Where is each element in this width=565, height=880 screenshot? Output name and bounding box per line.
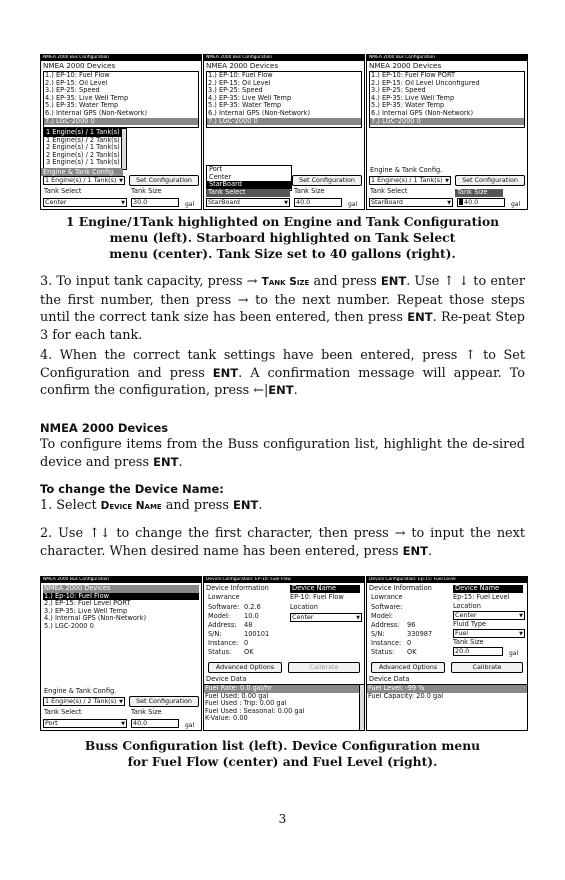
location-label: Location: [453, 602, 481, 610]
screenshot-fuel-level-config: [366, 576, 528, 731]
list-item[interactable]: 4.) EP-35: Live Well Temp: [371, 94, 455, 102]
dropdown-option[interactable]: Port: [209, 165, 223, 173]
tank-size-input[interactable]: [457, 198, 505, 207]
info-value: 330987: [407, 630, 433, 638]
info-key: Model:: [371, 612, 394, 620]
text: . A confirmation message will appear. To confirm the configuration, press: [40, 365, 525, 398]
info-value: OK: [407, 648, 417, 656]
list-item[interactable]: 1.) EP-10: Fuel Flow: [45, 72, 110, 79]
text: to input the next character. When desired name has been entered, press: [40, 526, 525, 559]
set-configuration-button[interactable]: Set Configuration: [129, 175, 199, 186]
calibrate-button[interactable]: Calibrate: [288, 662, 360, 673]
tank-select-value: Port: [45, 719, 58, 727]
arrow-up-down-icon: ↑↓: [88, 526, 111, 541]
devices-header: NMEA 2000 Devices: [43, 61, 116, 70]
arrow-right-icon: →: [246, 274, 258, 289]
tank-select-value: StarBoard: [208, 198, 240, 206]
text: 4. When the correct tank settings have been entered, press: [40, 348, 465, 363]
dropdown-option[interactable]: 2 Engine(s) / 2 Tank(s): [46, 150, 120, 159]
tank-size-input[interactable]: [131, 198, 179, 207]
arrow-right-icon: →: [237, 292, 249, 308]
nmea-paragraph: [40, 436, 525, 471]
window-title: NMEA 2000 Bus Configuration: [41, 55, 201, 61]
list-item[interactable]: 2.) EP-15: Oil Level: [45, 79, 108, 87]
tank-size-unit: gal: [509, 650, 519, 657]
engine-tank-label: Engine & Tank Config.: [370, 166, 443, 174]
tank-size-input[interactable]: [453, 647, 503, 656]
key-ent: ENT: [153, 454, 179, 469]
chevron-down-icon: ▼: [445, 178, 449, 184]
list-item[interactable]: Fuel Level: -99 %: [367, 685, 527, 693]
device-info-label: Device Information: [369, 584, 432, 592]
page-number: 3: [278, 812, 287, 826]
info-key: Instance:: [208, 639, 239, 647]
list-item[interactable]: 3.) EP-25: Speed: [45, 87, 100, 95]
fluid-type-label: Fluid Type: [453, 620, 487, 628]
screenshot-bus-configuration: [40, 576, 202, 731]
list-item[interactable]: 5.) LGC-2000 0: [44, 622, 94, 630]
text-cursor-icon: [459, 199, 463, 205]
chevron-down-icon: ▼: [519, 631, 523, 637]
text: .: [258, 498, 263, 513]
dropdown-scrollbar[interactable]: [121, 129, 126, 169]
tank-size-value: 40.0: [296, 198, 311, 206]
list-item[interactable]: 2.) EP-15: Oil Level Unconfigured: [371, 79, 480, 87]
text: 3. To input tank capacity, press: [40, 274, 247, 289]
window-title: Device Configuration: EP-10: Fuel Flow: [204, 577, 364, 583]
text: To configure items from the Buss configuration list, highlight the de-sired device and press: [40, 437, 525, 470]
info-value: OK: [244, 648, 254, 656]
device-list[interactable]: [369, 71, 525, 128]
list-item[interactable]: 2.) EP-15: Fuel Level PORT: [44, 600, 131, 608]
location-label: Location: [290, 603, 318, 611]
info-key: Address:: [208, 621, 237, 629]
device-data-list[interactable]: [367, 684, 527, 731]
chevron-down-icon: ▼: [447, 200, 451, 206]
text: .: [427, 543, 433, 559]
info-value: 96: [407, 621, 416, 629]
list-item[interactable]: 1.) EP-10: Fuel Flow: [208, 72, 273, 79]
list-item[interactable]: 3.) EP-25: Speed: [208, 87, 263, 95]
engine-tank-label: Engine & Tank Config.: [41, 168, 123, 176]
list-item[interactable]: 4.) Internal GPS (Non-Network): [44, 615, 147, 623]
chevron-down-icon: ▼: [356, 615, 360, 621]
text: and press: [161, 498, 234, 513]
maker-label: Lowrance: [208, 593, 240, 601]
advanced-options-button[interactable]: Advanced Options: [371, 662, 445, 673]
text: to Set Configuration and press: [40, 348, 525, 381]
tank-select-label: Tank Select: [206, 189, 290, 197]
text: .: [178, 454, 183, 470]
chevron-down-icon: ▼: [119, 699, 123, 705]
tank-select-dropdown[interactable]: [43, 719, 127, 728]
device-name-label: Device Name: [290, 585, 360, 593]
tank-select-value: Center: [45, 198, 67, 206]
screenshot-fuel-flow-config: [203, 576, 365, 731]
device-info-label: Device Information: [206, 584, 269, 592]
engine-tank-value: 1 Engine(s) / 2 Tank(s): [45, 697, 117, 705]
location-value: Center: [292, 613, 314, 621]
list-item[interactable]: 3.) EP-35: Live Well Temp: [44, 607, 128, 615]
advanced-options-button[interactable]: Advanced Options: [208, 662, 282, 673]
key-tank-size: Tank Size: [261, 276, 310, 288]
list-item[interactable]: Fuel Capacity: 20.0 gal: [368, 692, 444, 700]
engine-tank-dropdown[interactable]: [43, 128, 127, 170]
list-item[interactable]: Fuel Used: 0.00 gal: [205, 692, 269, 700]
text: . Re-peat Step 3 for each tank.: [40, 310, 525, 343]
maker-label: Lowrance: [371, 593, 403, 601]
list-item[interactable]: K-Value: 0.00: [205, 715, 248, 723]
dropdown-option[interactable]: 1 Engine(s) / 1 Tank(s): [44, 129, 126, 137]
text: 1. Select: [40, 498, 101, 513]
location-select[interactable]: [453, 611, 525, 620]
device-data-label: Device Data: [206, 675, 247, 683]
screenshot-tank-select: [203, 54, 365, 210]
info-key: S/N:: [208, 630, 222, 638]
data-scrollbar[interactable]: [359, 685, 364, 731]
tank-size-unit: gal: [511, 201, 521, 208]
text: .: [293, 383, 298, 398]
arrow-up-icon: ↑: [464, 348, 476, 363]
device-name-step-1: [40, 497, 525, 516]
info-key: Address:: [371, 621, 400, 629]
list-item[interactable]: Fuel Rate: 0.0 gal/hr: [204, 685, 364, 693]
devices-header: NMEA 2000 Devices: [206, 61, 279, 70]
list-item[interactable]: 7.) LGC-2000 0: [207, 118, 361, 126]
info-key: Status:: [208, 648, 232, 656]
engine-tank-select[interactable]: [43, 176, 125, 185]
set-configuration-button[interactable]: Set Configuration: [455, 175, 525, 186]
tank-size-value: 40.0: [464, 198, 479, 206]
info-value: 0: [407, 639, 412, 647]
set-configuration-button[interactable]: Set Configuration: [292, 175, 362, 186]
dropdown-option[interactable]: 2 Engine(s) / 1 Tank(s): [46, 143, 120, 152]
info-key: Software:: [208, 603, 240, 611]
dropdown-option[interactable]: Center: [209, 172, 232, 181]
info-value: 48: [244, 621, 253, 629]
text: to change the first character, then press: [110, 526, 395, 541]
dropdown-option[interactable]: StarBoard: [207, 181, 291, 189]
tank-size-label: Tank Size: [131, 187, 162, 195]
tank-size-label: Tank Size: [455, 189, 503, 197]
devices-header: NMEA 2000 Devices: [369, 61, 442, 70]
step-4-paragraph: [40, 347, 525, 400]
list-item[interactable]: 6.) Internal GPS (Non-Network): [45, 109, 148, 117]
tank-select-dropdown[interactable]: [206, 198, 290, 207]
list-item[interactable]: 7.) LGC-2000 0: [370, 118, 524, 126]
text: to enter the first number, then press: [40, 274, 525, 308]
info-value: 0.2.6: [244, 603, 261, 611]
list-item[interactable]: 5.) EP-35: Water Temp: [371, 102, 445, 110]
device-list[interactable]: [43, 71, 199, 128]
info-key: Model:: [208, 612, 231, 620]
key-ent: ENT: [407, 310, 433, 324]
list-item[interactable]: Fuel Used : Trip: 0.00 gal: [205, 700, 287, 708]
tank-size-label: Tank Size: [131, 708, 162, 716]
caption-line: menu (left). Starboard highlighted on Tank Select: [109, 230, 456, 245]
engine-tank-value: 1 Engine(s) / 1 Tank(s): [45, 176, 117, 184]
tank-size-input[interactable]: [294, 198, 342, 207]
caption-line: menu (center). Tank Size set to 40 gallons (right).: [109, 246, 456, 261]
chevron-down-icon: ▼: [519, 613, 523, 619]
caption-line: 1 Engine/1Tank highlighted on Engine and Tank Configuration: [65, 214, 500, 229]
list-item[interactable]: 6.) Internal GPS (Non-Network): [208, 109, 311, 117]
chevron-down-icon: ▼: [119, 178, 123, 184]
tank-size-label: Tank Size: [453, 638, 484, 646]
chevron-down-icon: ▼: [121, 721, 125, 727]
key-ent: ENT: [233, 498, 259, 512]
key-ent: ENT: [380, 274, 407, 288]
location-value: Center: [455, 611, 477, 619]
info-value: 0: [244, 639, 249, 647]
engine-tank-select[interactable]: [43, 697, 125, 706]
tank-size-value: 30.0: [133, 198, 148, 206]
device-name-label: Device Name: [453, 585, 523, 593]
arrow-up-down-icon: ↑ ↓: [443, 274, 470, 289]
devices-header: NMEA 2000 Devices: [43, 585, 199, 593]
tank-size-unit: gal: [185, 722, 195, 729]
device-name-value[interactable]: Ep-15: Fuel Level: [453, 593, 510, 601]
tank-size-label: Tank Size: [294, 187, 325, 195]
tank-size-unit: gal: [348, 201, 358, 208]
chevron-down-icon: ▼: [121, 200, 125, 206]
text: and press: [309, 274, 381, 289]
back-arrow-icon: ←|: [253, 383, 269, 398]
list-item[interactable]: 4.) EP-35: Live Well Temp: [208, 94, 292, 102]
tank-size-value: 40.0: [133, 719, 148, 727]
list-item[interactable]: Fuel Used : Seasonal: 0.00 gal: [205, 707, 305, 715]
info-value: 100101: [244, 630, 270, 638]
window-title: NMEA 2000 Bus Configuration: [41, 577, 201, 583]
chevron-down-icon: ▼: [284, 200, 288, 206]
location-select[interactable]: [290, 613, 362, 622]
engine-tank-label: Engine & Tank Config.: [44, 687, 117, 695]
caption-line: Buss Configuration list (left). Device Configuration menu: [84, 738, 481, 753]
device-list[interactable]: [43, 585, 199, 685]
text: to the next number. Repeat those steps until the correct tank size has been entered, then press: [40, 292, 525, 325]
text: . Use: [406, 274, 444, 289]
tank-select-dropdown[interactable]: [43, 198, 127, 207]
window-title: NMEA 2000 Bus Configuration: [367, 55, 527, 61]
tank-select-label: Tank Select: [370, 187, 408, 195]
calibrate-button[interactable]: Calibrate: [451, 662, 523, 673]
section-heading-nmea: NMEA 2000 Devices: [40, 421, 169, 435]
fluid-type-value: Fuel: [455, 629, 469, 637]
dropdown-option[interactable]: 3 Engine(s) / 1 Tank(s): [46, 158, 120, 167]
key-device-name: Device Name: [100, 500, 162, 512]
engine-tank-value: 1 Engine(s) / 1 Tank(s): [371, 176, 443, 184]
info-key: Software:: [371, 603, 403, 611]
tank-select-label: Tank Select: [44, 708, 82, 716]
text: 2. Use: [40, 526, 89, 541]
tank-size-unit: gal: [185, 201, 195, 208]
info-key: S/N:: [371, 630, 385, 638]
screenshot-engine-tank-config: [40, 54, 202, 210]
key-ent: ENT: [402, 543, 428, 558]
device-data-list[interactable]: [204, 684, 364, 731]
arrow-right-icon: →: [394, 526, 406, 541]
device-name-step-2: [40, 525, 525, 560]
caption-line: for Fuel Flow (center) and Fuel Level (right).: [127, 754, 438, 769]
device-data-label: Device Data: [369, 675, 410, 683]
info-key: Status:: [371, 648, 395, 656]
list-item[interactable]: 7.) LGC-2000 0: [44, 118, 198, 126]
screenshot-tank-size: [366, 54, 528, 210]
tank-select-label: Tank Select: [44, 187, 82, 195]
device-list[interactable]: [206, 71, 362, 128]
window-title: Device Configuration: Ep-15: Fuel Level: [367, 577, 527, 583]
list-item[interactable]: 6.) Internal GPS (Non-Network): [371, 109, 474, 117]
dropdown-option[interactable]: 1 Engine(s) / 2 Tank(s): [46, 135, 120, 144]
window-title: NMEA 2000 Bus Configuration: [204, 55, 364, 61]
fluid-type-select[interactable]: [453, 629, 525, 638]
info-value: 10.0: [244, 612, 259, 620]
device-name-value[interactable]: EP-10: Fuel Flow: [290, 593, 344, 601]
info-key: Instance:: [371, 639, 402, 647]
list-item[interactable]: 5.) EP-35: Water Temp: [45, 102, 119, 110]
figure-caption-1: [40, 214, 525, 262]
key-ent: ENT: [268, 383, 294, 397]
tank-select-dropdown[interactable]: [369, 198, 453, 207]
figure-caption-2: [40, 738, 525, 770]
list-item[interactable]: 2.) EP-15: Oil Level: [208, 79, 271, 87]
key-ent: ENT: [212, 365, 239, 380]
list-item[interactable]: 4.) EP-35: Live Well Temp: [45, 94, 129, 102]
tank-size-input[interactable]: [131, 719, 179, 728]
tank-size-value: 20.0: [455, 647, 470, 655]
set-configuration-button[interactable]: Set Configuration: [129, 696, 199, 707]
list-item[interactable]: 1.) Ep-10: Fuel Flow: [43, 593, 199, 601]
list-item[interactable]: 5.) EP-35: Water Temp: [208, 102, 282, 110]
section-heading-device-name: To change the Device Name:: [40, 482, 224, 496]
list-item[interactable]: 3.) EP-25: Speed: [371, 87, 426, 95]
engine-tank-select[interactable]: [369, 176, 451, 185]
step-3-paragraph: [40, 273, 525, 344]
list-item[interactable]: 1.) EP-10: Fuel Flow PORT: [371, 72, 456, 79]
tank-select-value: StarBoard: [371, 198, 403, 206]
